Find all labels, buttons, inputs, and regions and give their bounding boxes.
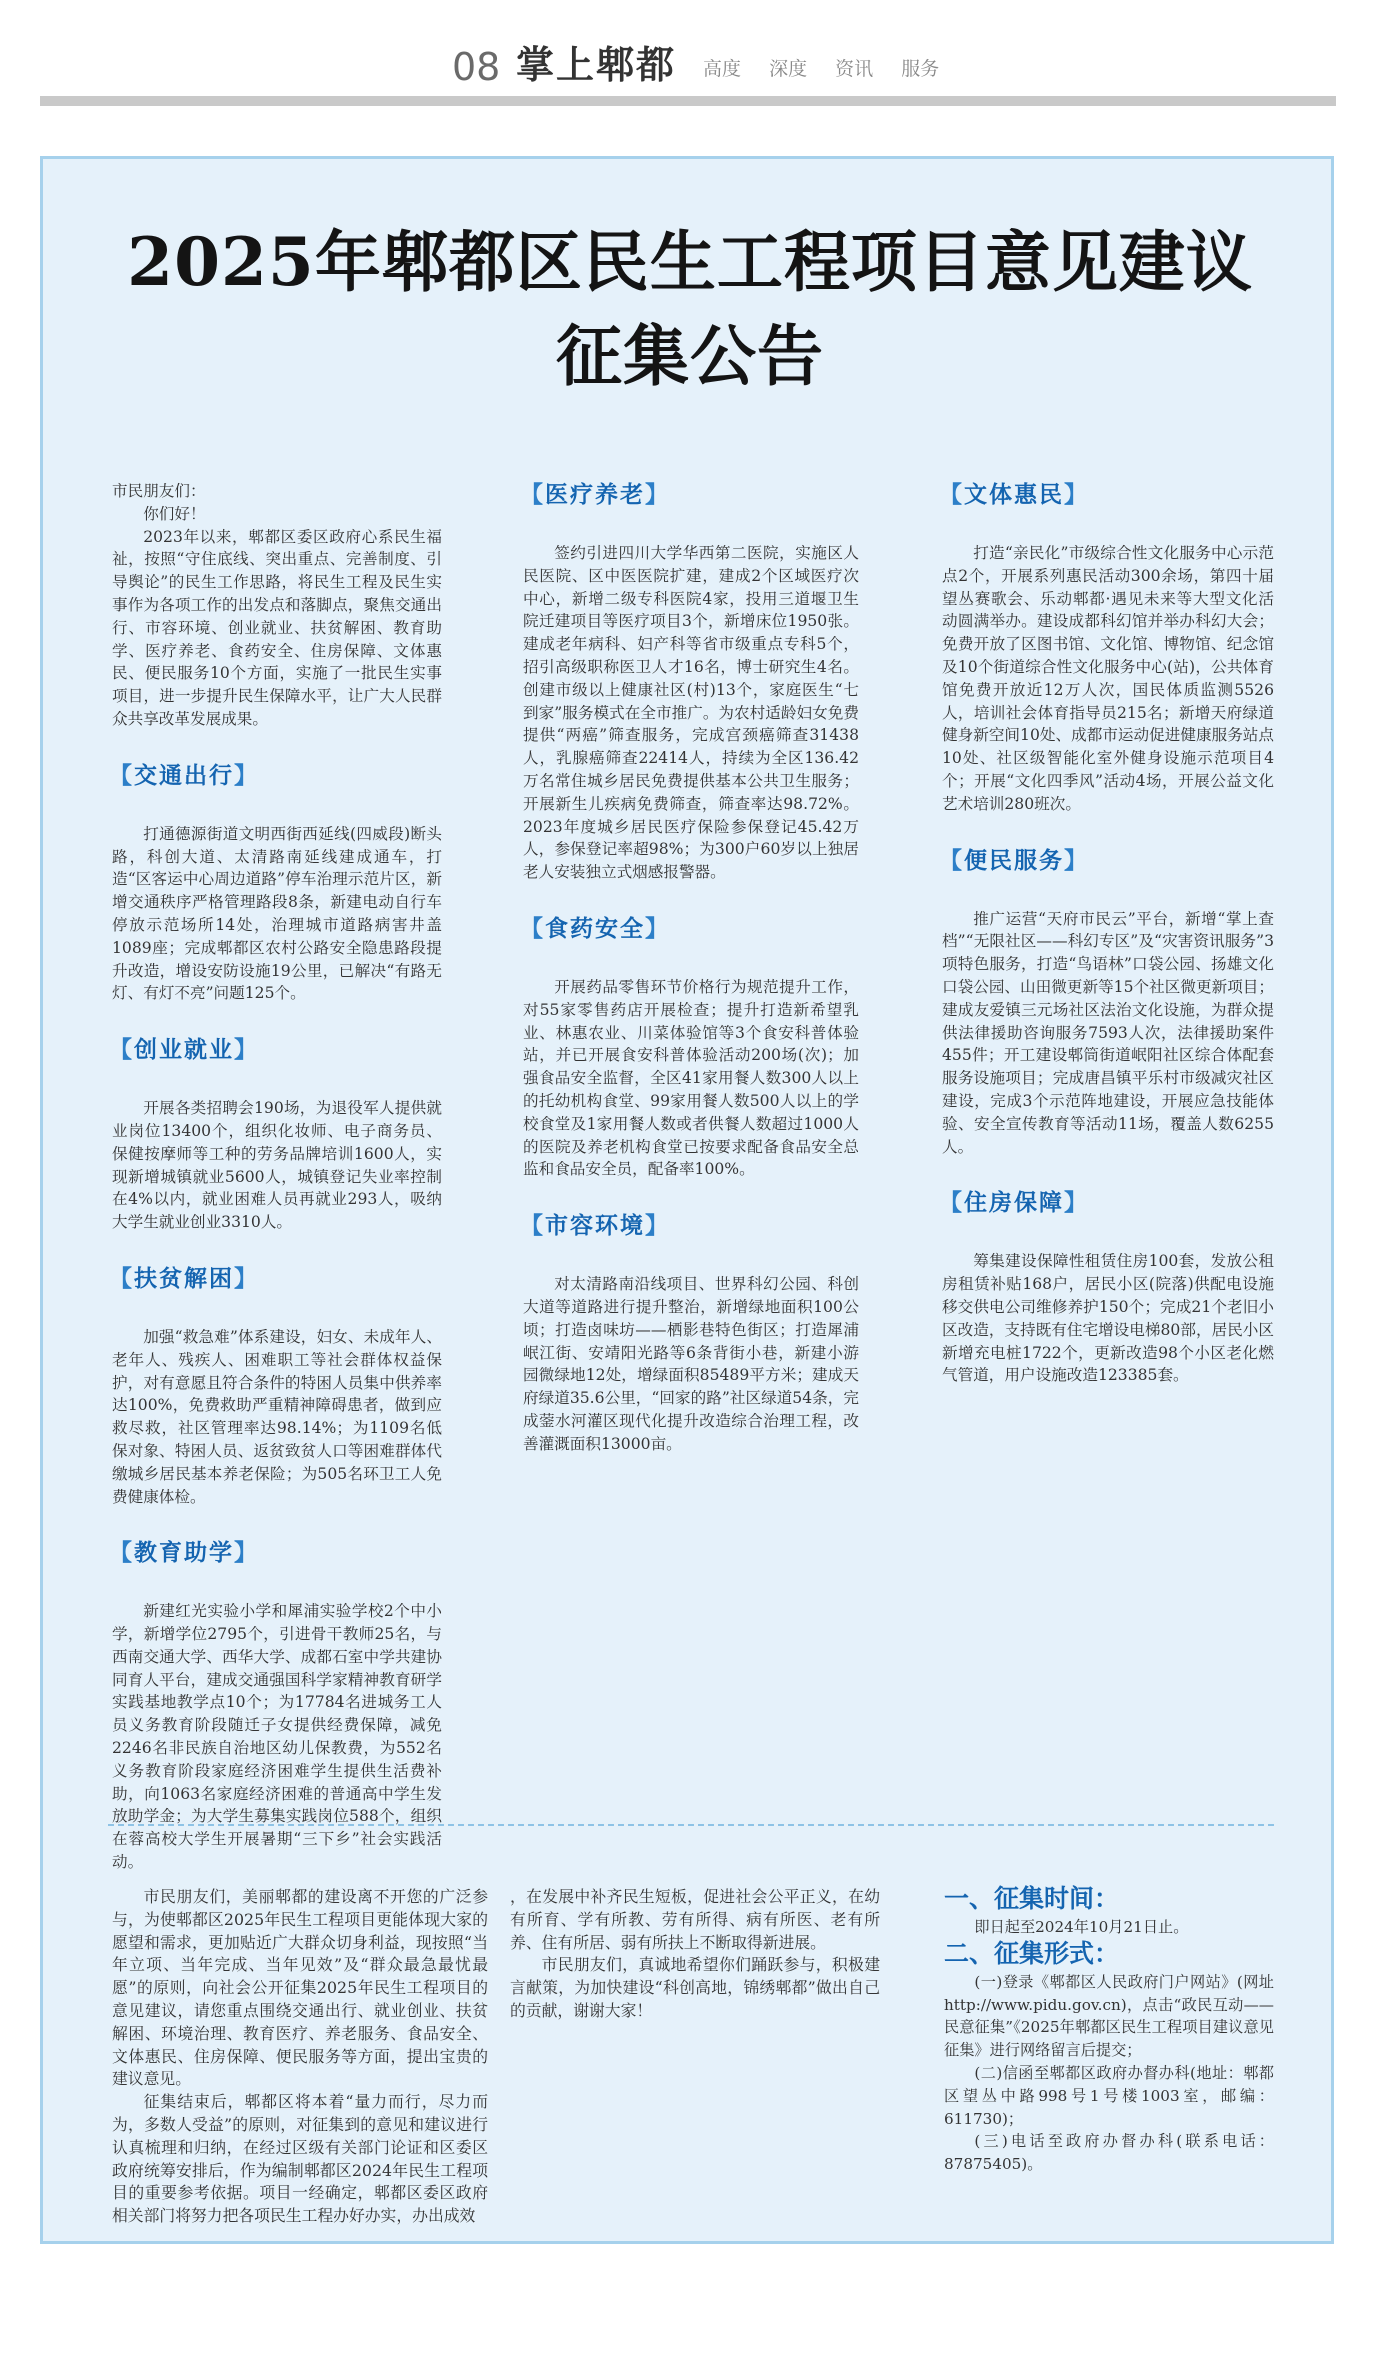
title-line: 征集公告 <box>556 317 824 395</box>
tag: 资讯 <box>835 58 874 80</box>
column-2 <box>520 480 859 1456</box>
section-heading-medical: 【医疗养老】 <box>520 482 670 508</box>
section-heading-traffic: 【交通出行】 <box>109 762 259 789</box>
section-heading-food: 【食药安全】 <box>520 915 670 942</box>
tag: 服务 <box>901 58 940 80</box>
section-heading-education: 【教育助学】 <box>109 1540 259 1567</box>
section-heading-culture: 【文体惠民】 <box>939 482 1089 508</box>
section-body-education: 新建红光实验小学和犀浦实验学校2个中小学，新增学位2795个，引进骨干教师25名，与西南交通大学、西华大学、成都石室中学共建协同育人平台，建成交通强国科学家精神教育研学实践基地教学点10个；为17784名进城务工人员义务教育阶段随迁子女提供经费保障，减免2246名非民族自治地区幼儿保教费，为552名义务教育阶段家庭经济困难学生提供生活费补助，向1063名家庭经济困难的普通高中学生发放助学金；为大学生募集实践岗位588个，组织在蓉高校大学生开展暑期“三下乡”社会实践活动。 <box>112 1602 442 1872</box>
closing-paragraph: 市民朋友们，真诚地希望你们踊跃参与，积极建言献策，为加快建设“科创高地，锦绣郫都”做出自己的贡献，谢谢大家！ <box>510 1955 880 2020</box>
section-body-poverty: 加强“救急难”体系建设，妇女、未成年人、老年人、残疾人、困难职工等社会群体权益保护，对有意愿且符合条件的特困人员集中供养率达100%，免费救助严重精神障碍患者，做到应救尽救，社区管理率达98.14%；为1109名低保对象、特困人员、返贫致贫人口等困难群体代缴城乡居民基本养老保险；为505名环卫工人免费健康体检。 <box>112 1327 442 1506</box>
greeting: 市民朋友们： <box>112 482 206 500</box>
section-body-medical: 签约引进四川大学华西第二医院，实施区人民医院、区中医医院扩建，建成2个区域医疗次中心，新增二级专科医院4家，投用三道堰卫生院迁建项目等医疗项目3个，新增床位1950张。建成老年病科、妇产科等省市级重点专科5个，招引高级职称医卫人才16名，博士研究生4名。创建市级以上健康社区(村)13个，家庭医生“七到家”服务模式在全市推广。为农村适龄妇女免费提供“两癌”筛查服务，完成宫颈癌筛查31438人，乳腺癌筛查22414人，持续为全区136.42万名常住城乡居民免费提供基本公共卫生服务；开展新生儿疾病免费筛查，筛查率达98.72%。2023年度城乡居民医疗保险参保登记45.42万人，参保登记率超98%；为300户60岁以上独居老人安装独立式烟感报警器。 <box>523 544 859 882</box>
page-number: 08 <box>452 45 501 89</box>
time-text: 即日起至2024年10月21日止。 <box>974 1918 1189 1936</box>
section-body-convenience: 推广运营“天府市民云”平台，新增“掌上查档”“无限社区——科幻专区”及“灾害资讯服务”3项特色服务，打造“鸟语林”口袋公园、扬雄文化口袋公园、山田微更新等15个社区微更新项目；建成友爱镇三元场社区法治文化设施，为群众提供法律援助咨询服务7593人次，法律援助案件455件；开工建设郫筒街道岷阳社区综合体配套服务设施项目；完成唐昌镇平乐村市级减灾社区建设，完成3个示范阵地建设，开展应急技能体验、安全宣传教育等活动11场，覆盖人数6255人。 <box>942 909 1274 1156</box>
section-body-traffic: 打通德源街道文明西街西延线(四威段)断头路，科创大道、太清路南延线建成通车，打造“区客运中心周边道路”停车治理示范片区，新增交通秩序严格管理路段8条，新建电动自行车停放示范场所14处，治理城市道路病害井盖1089座；完成郫都区农村公路安全隐患路段提升改造，增设安防设施19公里，已解决“有路无灯、有灯不亮”问题125个。 <box>112 824 442 1003</box>
process-paragraph: 征集结束后，郫都区将本着“量力而行，尽力而为，多数人受益”的原则，对征集到的意见和建议进行认真梳理和归纳，在经过区级有关部门论证和区委区政府统筹安排后，作为编制郫都区2024年民生工程项目的重要参考依据。项目一经确定，郫都区委区政府相关部门将努力把各项民生工程办好办实，办出成效 <box>112 2092 488 2226</box>
bottom-column-3 <box>944 1884 1274 2176</box>
section-body-city: 对太清路南沿线项目、世界科幻公园、科创大道等道路进行提升整治，新增绿地面积100公顷；打造卤味坊——栖影巷特色街区；打造犀浦岷江街、安靖阳光路等6条背街小巷，新建小游园微绿地12处，增绿面积85489平方米；建成天府绿道35.6公里，“回家的路”社区绿道54条，完成蓥水河灌区现代化提升改造综合治理工程，改善灌溉面积13000亩。 <box>523 1275 859 1453</box>
tag: 深度 <box>769 58 808 80</box>
column-1 <box>109 480 442 1874</box>
bottom-column-1 <box>112 1886 488 2228</box>
process-paragraph-continued: ，在发展中补齐民生短板，促进社会公平正义，在幼有所育、学有所教、劳有所得、病有所医、老有所养、住有所居、弱有所扶上不断取得新进展。 <box>510 1887 880 1952</box>
form-item-website: (一)登录《郫都区人民政府门户网站》(网址http://www.pidu.gov.cn)，点击“政民互动——民意征集”《2025年郫都区民生工程项目建议意见征集》进行网络留言后提交； <box>944 1972 1274 2060</box>
section-body-jobs: 开展各类招聘会190场，为退役军人提供就业岗位13400个，组织化妆师、电子商务员、保健按摩师等工种的劳务品牌培训1600人，实现新增城镇就业5600人，城镇登记失业率控制在4%以内，就业困难人员再就业293人，吸纳大学生就业创业3310人。 <box>112 1099 442 1232</box>
bottom-column-2 <box>510 1886 880 2023</box>
intro-paragraph: 2023年以来，郫都区委区政府心系民生福祉，按照“守住底线、突出重点、完善制度、引导舆论”的民生工作思路，将民生工程及民生实事作为各项工作的出发点和落脚点，聚焦交通出行、市容环境、创业就业、扶贫解困、教育助学、医疗养老、食药安全、住房保障、文体惠民、便民服务10个方面，实施了一批民生实事项目，进一步提升民生保障水平，让广大人民群众共享改革发展成果。 <box>112 527 442 728</box>
section-heading-housing: 【住房保障】 <box>939 1190 1089 1217</box>
section-heading-poverty: 【扶贫解困】 <box>109 1265 259 1292</box>
section-name: 掌上郫都 <box>516 43 677 87</box>
form-item-phone: (三)电话至政府办督办科(联系电话：87875405)。 <box>944 2132 1274 2174</box>
column-3 <box>939 480 1274 1387</box>
page-title <box>0 215 1380 403</box>
header-rule <box>40 96 1336 106</box>
section-body-culture: 打造“亲民化”市级综合性文化服务中心示范点2个，开展系列惠民活动300余场，第四十届望丛赛歌会、乐动郫都·遇见未来等大型文化活动圆满举办。建设成都科幻馆并举办科幻大会；免费开放了区图书馆、文化馆、博物馆、纪念馆及10个街道综合性文化服务中心(站)，公共体育馆免费开放近12万人次，国民体质监测5526人，培训社会体育指导员215名；新增天府绿道健身新空间10处、成都市运动促进健康服务站点10处、社区级智能化室外健身设施示范项目4个；开展“文化四季风”活动4场，开展公益文化艺术培训280班次。 <box>942 544 1274 813</box>
dashed-divider <box>108 1824 1274 1826</box>
form-heading: 二、征集形式： <box>944 1938 1120 1968</box>
header-tags <box>703 60 961 79</box>
section-heading-convenience: 【便民服务】 <box>939 847 1089 874</box>
masthead <box>0 0 1380 105</box>
section-heading-city: 【市容环境】 <box>520 1213 670 1240</box>
section-body-food: 开展药品零售环节价格行为规范提升工作，对55家零售药店开展检查；提升打造新希望乳业、林惠农业、川菜体验馆等3个食安科普体验站，并已开展食安科普体验活动200场(次)；加强食品安全监督，全区41家用餐人数300人以上的托幼机构食堂、99家用餐人数500人以上的学校食堂及1家用餐人数或者供餐人数超过1000人的医院及养老机构食堂已按要求配备食品安全总监和食品安全员，配备率100%。 <box>523 977 859 1179</box>
hello: 你们好！ <box>143 504 206 523</box>
form-item-letter: (二)信函至郫都区政府办督办科(地址：郫都区望丛中路998号1号楼1003室，邮编：611730)； <box>944 2063 1274 2128</box>
tag: 高度 <box>703 58 742 80</box>
title-line: 2025年郫都区民生工程项目意见建议 <box>127 223 1253 301</box>
section-body-housing: 筹集建设保障性租赁住房100套，发放公租房租赁补贴168户，居民小区(院落)供配电设施移交供电公司维修养护150个；完成21个老旧小区改造，支持既有住宅增设电梯80部，居民小区新增充电桩1722个，更新改造98个小区老化燃气管道，用户设施改造123385套。 <box>942 1252 1274 1385</box>
time-heading: 一、征集时间： <box>944 1884 1120 1913</box>
appeal-paragraph: 市民朋友们，美丽郫都的建设离不开您的广泛参与，为使郫都区2025年民生工程项目更能体现大家的愿望和需求，更加贴近广大群众切身利益，现按照“当年立项、当年完成、当年见效”及“群众最急最忧最愿”的原则，向社会公开征集2025年民生工程项目的意见建议，请您重点围绕交通出行、就业创业、扶贫解困、环境治理、教育医疗、养老服务、食品安全、文体惠民、住房保障、便民服务等方面，提出宝贵的建议意见。 <box>112 1887 488 2089</box>
section-heading-jobs: 【创业就业】 <box>109 1037 259 1064</box>
